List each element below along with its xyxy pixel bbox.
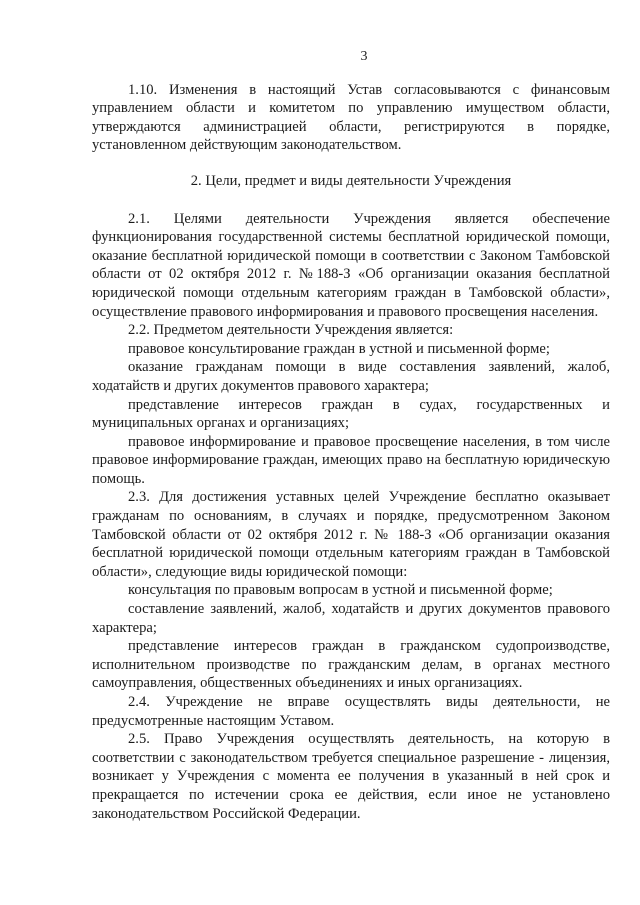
paragraph-2-2-item-a: правовое консультирование граждан в устной и письменной форме; [128,340,550,357]
paragraph-2-2-item-d: правовое информирование и правовое просвещение населения, в том числе правовое информирование граждан, имеющих право на бесплатную юридическую помощь. [92,433,610,487]
section-title: 2. Цели, предмет и виды деятельности Учреждения [190,172,512,189]
paragraph-2-2-item-c: представление интересов граждан в судах, государственных и муниципальных органах и организациях; [92,396,610,432]
paragraph-2-4: 2.4. Учреждение не вправе осуществлять виды деятельности, не предусмотренные настоящим Уставом. [92,694,610,729]
paragraph-2-5: 2.5. Право Учреждения осуществлять деятельность, на которую в соответствии с законодательством требуется специальное разрешение - лицензия, возникает у Учреждения с момента ее получения в указанный в ней срок и прекращается по истечении срока ее действия, если иное не установлено законодательством Российской Федерации. [92,731,610,822]
paragraph-2-2: 2.2. Предметом деятельности Учреждения является: [128,322,454,339]
paragraph-2-1: 2.1. Целями деятельности Учреждения является обеспечение функционирования государственной системы бесплатной юридической помощи, оказание бесплатной юридической помощи в соответствии с Законом Тамбовской области от 02 октября 2012 г. №188-З «Об организации оказания бесплатной юридической помощи отдельным категориям граждан в Тамбовской области», осуществление правового информирования и правового просвещения населения. [92,210,610,320]
paragraph-2-3: 2.3. Для достижения уставных целей Учреждение бесплатно оказывает гражданам по основаниям, в случаях и порядке, предусмотренном Законом Тамбовской области от 02 октября 2012 г. № 188-З «Об организации оказания бесплатной юридической помощи отдельным категориям граждан в Тамбовской области», следующие виды юридической помощи: [92,489,610,580]
paragraph-2-3-item-a: консультация по правовым вопросам в устной и письменной форме; [128,582,553,599]
paragraph-1-10: 1.10. Изменения в настоящий Устав согласовываются с финансовым управлением области и комитетом по управлению имуществом области, утверждаются администрацией области, регистрируются в порядке, установленном действующим законодательством. [92,81,610,154]
page-number: 3 [360,49,368,64]
paragraph-2-3-item-b: составление заявлений, жалоб, ходатайств и других документов правового характера; [92,601,610,636]
paragraph-2-3-item-c: представление интересов граждан в гражданском судопроизводстве, исполнительном производстве по гражданским делам, в органах местного самоуправления, общественных объединениях и иных организациях. [92,638,610,692]
paragraph-2-2-item-b: оказание гражданам помощи в виде составления заявлений, жалоб, ходатайств и других документов правового характера; [92,359,610,394]
